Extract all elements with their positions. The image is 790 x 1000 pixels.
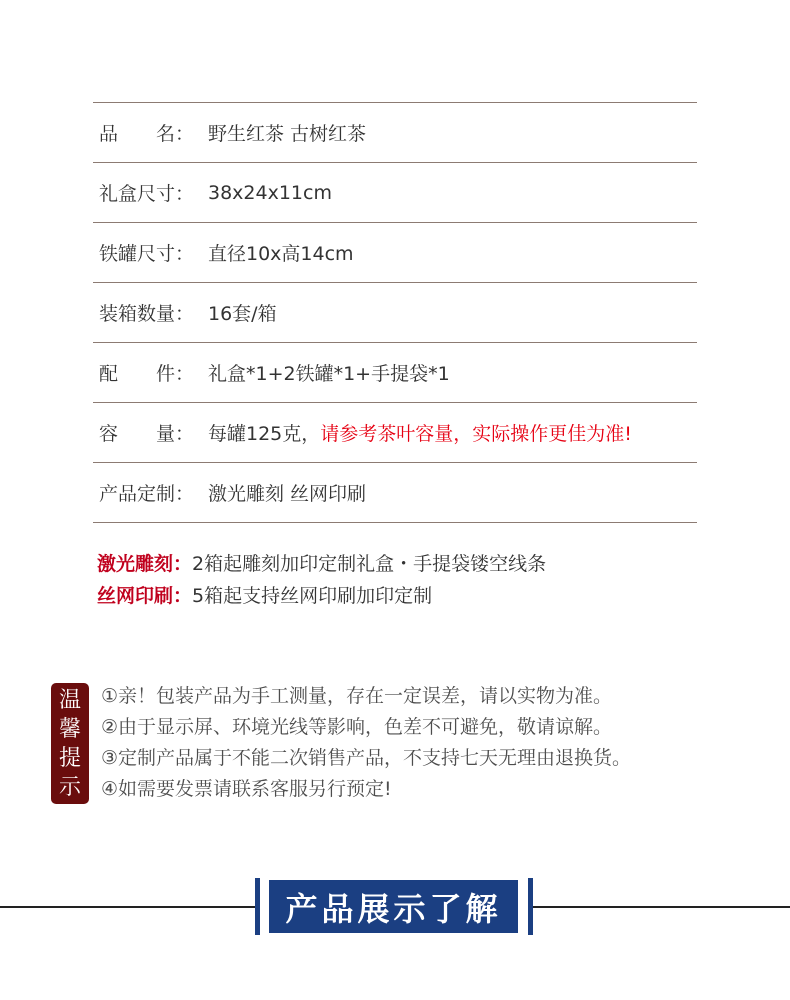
spec-table: [93, 102, 697, 523]
badge-char: 提: [58, 745, 81, 771]
tip-item: ①亲！包装产品为手工测量，存在一定误差，请以实物为准。: [101, 685, 613, 707]
spec-value: 激光雕刻 丝网印刷: [208, 483, 367, 505]
spec-value: 野生红茶 古树红茶: [208, 123, 367, 145]
spec-value: 16套/箱: [208, 303, 277, 325]
craft-laser-line: [97, 548, 546, 580]
spec-label: 礼盒尺寸：: [99, 183, 195, 205]
craft-text: 5箱起支持丝网印刷加印定制: [192, 585, 433, 607]
craft-text: 2箱起雕刻加印定制礼盒・手提袋镂空线条: [192, 553, 547, 575]
spec-value: 礼盒*1+2铁罐*1+手提袋*1: [208, 363, 450, 385]
banner-bar-right: [528, 878, 533, 935]
divider-right: [532, 906, 790, 908]
badge-char: 馨: [58, 716, 81, 742]
badge-char: 温: [58, 687, 81, 713]
spec-label: 装箱数量：: [99, 303, 195, 325]
spec-row-name: [93, 103, 697, 163]
spec-row-capacity: [93, 403, 697, 463]
tip-item: ②由于显示屏、环境光线等影响，色差不可避免，敬请谅解。: [101, 716, 613, 738]
spec-label: 产品定制：: [99, 483, 195, 505]
section-title-banner: 产品展示了解: [269, 880, 518, 933]
tip-item: ③定制产品属于不能二次销售产品，不支持七天无理由退换货。: [101, 747, 632, 769]
badge-char: 示: [58, 774, 81, 800]
divider-left: [0, 906, 258, 908]
spec-row-box-size: [93, 163, 697, 223]
spec-label: 品 名：: [99, 123, 195, 145]
banner-bar-left: [255, 878, 260, 935]
spec-row-accessories: [93, 343, 697, 403]
capacity-note: 请参考茶叶容量，实际操作更佳为准!: [320, 423, 632, 445]
craft-label: 激光雕刻：: [97, 553, 193, 575]
spec-label: 铁罐尺寸：: [99, 243, 195, 265]
craft-label: 丝网印刷：: [97, 585, 193, 607]
craft-screen-line: [97, 580, 546, 612]
warm-tips-badge: [51, 683, 89, 804]
spec-label: 容 量：: [99, 423, 195, 445]
spec-label: 配 件：: [99, 363, 195, 385]
tip-item: ④如需要发票请联系客服另行预定!: [101, 778, 392, 800]
spec-value: 38x24x11cm: [208, 181, 332, 204]
tips-list: [101, 681, 631, 805]
spec-row-customization: [93, 463, 697, 523]
spec-row-packing: [93, 283, 697, 343]
spec-value: 每罐125克，: [208, 423, 321, 445]
spec-value: 直径10x高14cm: [208, 243, 354, 265]
spec-row-tin-size: [93, 223, 697, 283]
craft-info: [97, 548, 546, 612]
